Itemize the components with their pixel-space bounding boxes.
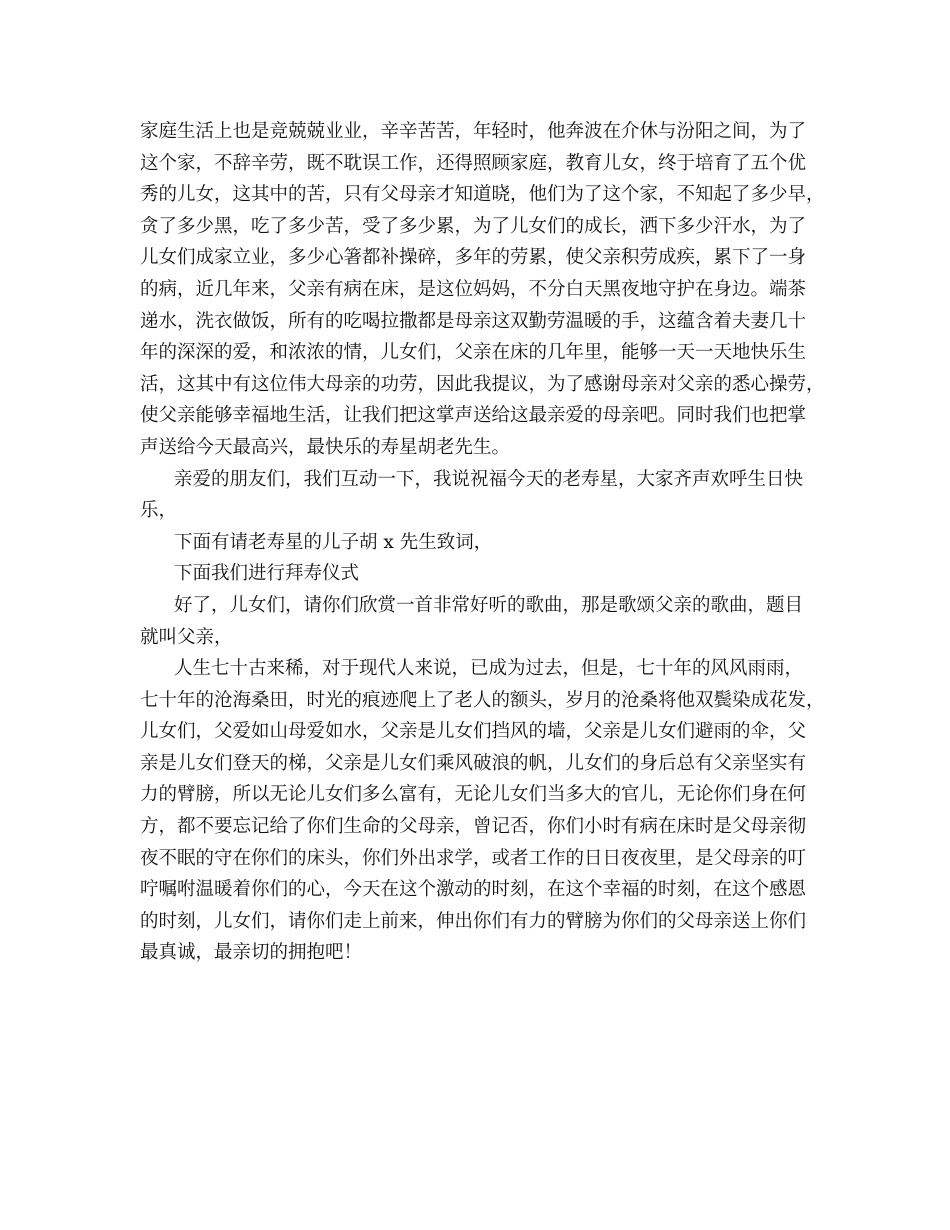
- text-line: 方，都不要忘记给了你们生命的父母亲，曾记否，你们小时有病在床时是父母亲彻: [140, 816, 807, 838]
- text-line: 儿女们成家立业，多少心箸都补操碎，多年的劳累，使父亲积劳成疾，累下了一身: [140, 247, 807, 269]
- text-line: 人生七十古来稀，对于现代人来说，已成为过去，但是，七十年的风风雨雨，: [174, 658, 804, 680]
- text-line: 这个家，不辞辛劳，既不耽误工作，还得照顾家庭，教育儿女，终于培育了五个优: [140, 152, 807, 174]
- text-line: 夜不眠的守在你们的床头，你们外出求学，或者工作的日日夜夜里，是父母亲的叮: [140, 847, 807, 869]
- text-line: 的时刻，儿女们，请你们走上前来，伸出你们有力的臂膀为你们的父母亲送上你们: [140, 910, 807, 932]
- text-line: 家庭生活上也是竞兢兢业业，辛辛苦苦，年轻时，他奔波在介休与汾阳之间，为了: [140, 121, 807, 142]
- text-line: 下面我们进行拜寿仪式: [174, 563, 360, 585]
- text-line: 好了，儿女们，请你们欣赏一首非常好听的歌曲，那是歌颂父亲的歌曲，题目: [174, 594, 804, 616]
- text-line: 亲爱的朋友们，我们互动一下，我说祝福今天的老寿星，大家齐声欢呼生日快: [174, 468, 804, 490]
- text-line: 递水，洗衣做饭，所有的吃喝拉撒都是母亲这双勤劳温暖的手，这蕴含着夫妻几十: [140, 310, 807, 332]
- document-body: [140, 116, 840, 969]
- text-line: 秀的儿女，这其中的苦，只有父母亲才知道晓，他们为了这个家，不知起了多少早，: [140, 184, 825, 206]
- text-line: 的病，近几年来，父亲有病在床，是这位妈妈，不分白天黑夜地守护在身边。端茶: [140, 278, 807, 300]
- text-line: 亲是儿女们登天的梯，父亲是儿女们乘风破浪的帆，儿女们的身后总有父亲坚实有: [140, 752, 807, 774]
- text-line: 使父亲能够幸福地生活，让我们把这掌声送给这最亲爱的母亲吧。同时我们也把掌: [140, 405, 807, 427]
- text-line: 就叫父亲，: [140, 626, 233, 648]
- text-line: 贪了多少黑，吃了多少苦，受了多少累，为了儿女们的成长，洒下多少汗水，为了: [140, 215, 807, 237]
- text-line: 下面有请老寿星的儿子胡 x 先生致词，: [174, 531, 493, 553]
- text-line: 年的深深的爱，和浓浓的情，儿女们，父亲在床的几年里，能够一天一天地快乐生: [140, 342, 807, 364]
- text-line: 七十年的沧海桑田，时光的痕迹爬上了老人的额头，岁月的沧桑将他双鬓染成花发，: [140, 689, 825, 711]
- text-line: 儿女们，父爱如山母爱如水，父亲是儿女们挡风的墙，父亲是儿女们避雨的伞，父: [140, 721, 807, 743]
- text-line: 乐，: [140, 500, 178, 522]
- text-line: 活，这其中有这位伟大母亲的功劳，因此我提议，为了感谢母亲对父亲的悉心操劳，: [140, 373, 825, 395]
- text-line: 声送给今天最高兴，最快乐的寿星胡老先生。: [140, 436, 511, 458]
- text-line: 最真诚，最亲切的拥抱吧！: [140, 942, 363, 964]
- text-line: 力的臂膀，所以无论儿女们多么富有，无论儿女们当多大的官儿，无论你们身在何: [140, 784, 807, 806]
- text-line: 咛嘱咐温暖着你们的心，今天在这个激动的时刻，在这个幸福的时刻，在这个感恩: [140, 879, 807, 901]
